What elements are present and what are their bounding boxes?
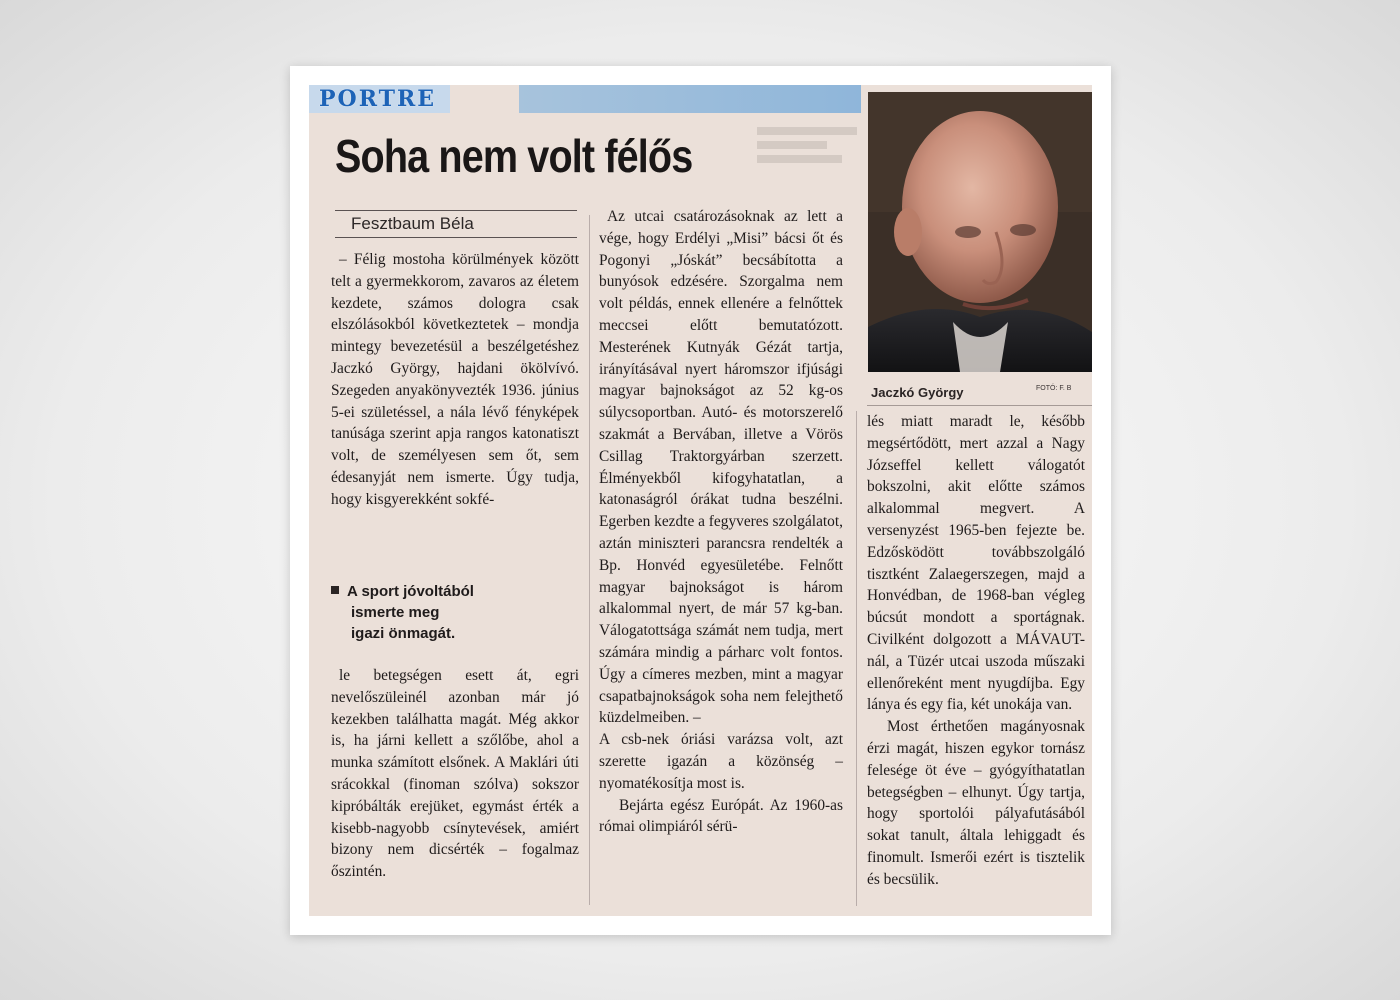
column-1-top — [331, 249, 579, 511]
paragraph: Az utcai csatározásoknak az lett a vége, hogy Erdélyi „Misi” bácsi őt és Pogonyi „Jóskát” becsábította a bunyósok edzésére. Szorgalma nem volt példás, ennek ellenére a felnőttek meccsei előtt bemutatózott. Mesterének Kutnyák Gézát tartja, irányításával nyert háromszor ifjúsági magyar bajnokságot az 52 kg-os súlycsoportban. Autó- és motorszerelő szakmát a Bervában, illetve a Vörös Csillag Traktorgyárban szerzett. Élményekből kifogyhatatlan, a katonaságról órákat tudna beszélni. Egerben kezdte a fegyveres szolgálatot, aztán miniszteri parancsra rendelték a Bp. Honvéd egyesületébe. Felnőtt magyar bajnokságot is három alkalommal nyert, de már 57 kg-ban. Válogatottsága számát nem tudja, mert számára mindig a párharc volt fontos. Úgy a címeres mezben, mint a magyar csapatbajnokságok soha nem felejthető küzdelmeiben. – — [599, 208, 843, 727]
article-headline: Soha nem volt félős — [335, 130, 693, 182]
pull-quote-line: ismerte meg — [351, 604, 440, 621]
paragraph: A csb-nek óriási varázsa volt, azt szerette igazán a közönség – nyomatékosítja most is. — [599, 731, 843, 792]
column-3 — [867, 411, 1085, 891]
column-2 — [599, 206, 843, 838]
byline-rule-bottom — [335, 237, 577, 238]
photo-caption: Jaczkó György — [871, 385, 964, 400]
caption-rule — [867, 405, 1092, 406]
paragraph: – Félig mostoha körülmények között telt a gyermekkorom, zavaros az életem kezdete, számos dologra csak elszólásokból következtetek – mondja mintegy bevezetésül a beszélgetéshez Jaczkó György, hajdani ökölvívó. Szegeden anyakönyvezték 1936. június 5-ei születéssel, a nála lévő fényképek tanúsága szerint apja rangos katonatiszt volt, de személyesen sem őt, sem édesanyját nem ismerte. Úgy tudja, hogy kisgyerekként sokfé- — [331, 251, 579, 508]
byline-rule-top — [335, 210, 577, 211]
paragraph: Most érthetően magányosnak érzi magát, hiszen egykor tornász felesége öt éve – gyógyíthatatlan betegségben – elhunyt. Úgy tartja, hogy sportolói pályafutásából sokat tanult, általa lehiggadt és finomult. Ismerői ezért is tisztelik és becsülik. — [867, 718, 1085, 888]
paragraph: Bejárta egész Európát. Az 1960-as római olimpiáról sérü- — [599, 796, 843, 836]
paragraph: le betegségen esett át, egri nevelőszüleinél azonban már jó kezekben találhatta magát. Még akkor is, ha járni kellett a szőlőbe, ahol a munka számított elsőnek. A Maklári úti srácokkal (finoman szólva) sokszor kipróbálták erejüket, egymást érték a kisebb-nagyobb csínytevések, amiért bizony nem dicsérték – fogalmaz őszintén. — [331, 667, 579, 881]
column-1-bottom — [331, 665, 579, 883]
pull-quote — [331, 581, 579, 644]
byline: Fesztbaum Béla — [351, 214, 474, 233]
paragraph: lés miatt maradt le, később megsértődött, mert azzal a Nagy Józseffel kellett válogatót bokszolni, akit előtte számos alkalommal megvert. A versenyzést 1965-ben fejezte be. Edzősködött továbbszolgáló tisztként Zalaegerszegen, majd a Honvédban, de 1968-ban végleg búcsút mondott a sportágnak. Civilként dolgozott a MÁVAUT-nál, a Tüzér utcai uszoda műszaki ellenőreként ment nyugdíjba. Egy lánya és egy fia, két unokája van. — [867, 413, 1085, 714]
pull-quote-line: A sport jóvoltából — [347, 583, 474, 600]
portrait-illustration — [868, 92, 1092, 372]
newspaper-clipping — [309, 85, 1092, 916]
pull-quote-line: igazi önmagát. — [351, 625, 456, 642]
column-divider — [589, 215, 590, 905]
column-divider — [856, 411, 857, 906]
portrait-photo — [868, 92, 1092, 372]
clipping-frame — [290, 66, 1111, 935]
bullet-square-icon — [331, 586, 339, 594]
photo-credit: FOTÓ: F. B — [1036, 385, 1072, 392]
rubric-label: PORTRE — [309, 85, 450, 113]
rubric-band — [309, 85, 861, 113]
